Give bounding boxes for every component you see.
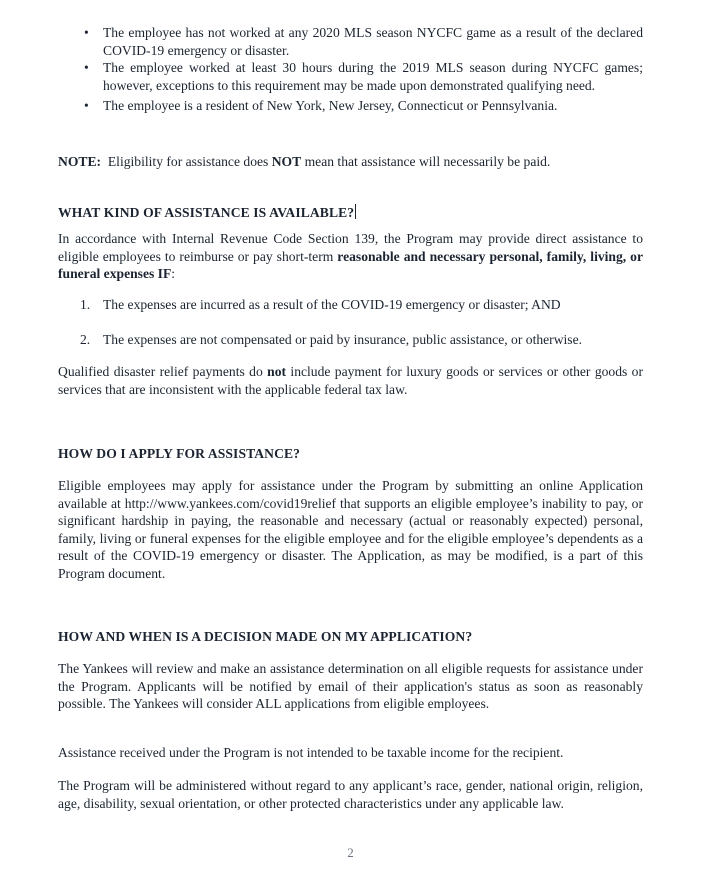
note-text-post: mean that assistance will necessarily be paid. xyxy=(301,154,551,169)
section-heading-apply: HOW DO I APPLY FOR ASSISTANCE? xyxy=(58,446,301,461)
intro-text-post: : xyxy=(171,266,176,281)
note-emphasis: NOT xyxy=(271,154,302,169)
document-page xyxy=(58,0,643,878)
page-number: 2 xyxy=(347,845,354,860)
item-text: The expenses are not compensated or paid by insurance, public assistance, or otherwise. xyxy=(103,332,583,347)
apply-paragraph: Eligible employees may apply for assistance under the Program by submitting an online Application available at http://www.yankees.com/covid19relief that supports an eligible employee’s inability to pay, or significant hardship in paying, the reasonable and necessary (actual or reasonably expected) personal, family, living or funeral expenses for the eligible employee and for the eligible employee’s dependents as a result of the COVID-19 emergency or disaster. The Application, as may be modified, is a part of this Program document. xyxy=(58,478,643,581)
item-text: The expenses are incurred as a result of the COVID-19 emergency or disaster; AND xyxy=(103,297,561,312)
assistance-intro-paragraph xyxy=(58,230,643,283)
note-text-pre: Eligibility for assistance does xyxy=(101,154,272,169)
decision-paragraph: The Yankees will review and make an assistance determination on all eligible requests for assistance under the Program. Applicants will be notified by email of their application's status as soon as reasonably possible. The Yankees will consider ALL applications from eligible employees. xyxy=(58,661,643,711)
section-heading-assistance: WHAT KIND OF ASSISTANCE IS AVAILABLE? xyxy=(58,205,355,220)
eligibility-bullet-list xyxy=(58,24,643,115)
intro-text-pre: In accordance with Internal Revenue Code Section 139, the Program may provide direct assistance to eligible employees to reimburse or pay short-term xyxy=(58,231,643,264)
note-paragraph xyxy=(58,153,643,171)
closing-text-post: include payment for luxury goods or services or other goods or services that are inconsistent with the applicable federal tax law. xyxy=(58,364,644,397)
bullet-text: The employee has not worked at any 2020 MLS season NYCFC game as a result of the declared COVID-19 emergency or disaster. xyxy=(103,25,643,58)
note-label: NOTE: xyxy=(58,154,102,169)
bullet-item xyxy=(58,24,643,59)
nondiscrimination-paragraph: The Program will be administered without regard to any applicant’s race, gender, national origin, religion, age, disability, sexual orientation, or other protected characteristics under any applicable law. xyxy=(58,778,643,811)
text-cursor xyxy=(355,204,356,219)
numbered-item xyxy=(58,331,643,349)
assistance-closing-paragraph xyxy=(58,363,643,398)
closing-emphasis: not xyxy=(267,364,287,379)
numbered-item xyxy=(58,296,643,314)
taxable-paragraph: Assistance received under the Program is not intended to be taxable income for the recipient. xyxy=(58,745,564,760)
bullet-icon: • xyxy=(84,98,89,113)
bullet-icon: • xyxy=(84,60,89,75)
bullet-item xyxy=(58,59,643,94)
item-number: 1. xyxy=(80,297,91,312)
bullet-icon: • xyxy=(84,25,89,40)
closing-text-pre: Qualified disaster relief payments do xyxy=(58,364,268,379)
bullet-text: The employee is a resident of New York, New Jersey, Connecticut or Pennsylvania. xyxy=(103,98,558,113)
intro-emphasis: reasonable and necessary personal, family, living, or funeral expenses IF xyxy=(58,248,643,281)
bullet-item xyxy=(58,97,643,115)
section-heading-decision: HOW AND WHEN IS A DECISION MADE ON MY APPLICATION? xyxy=(58,629,473,644)
bullet-text: The employee worked at least 30 hours during the 2019 MLS season during NYCFC games; however, exceptions to this requirement may be made upon demonstrated qualifying need. xyxy=(103,60,643,93)
item-number: 2. xyxy=(80,332,91,347)
